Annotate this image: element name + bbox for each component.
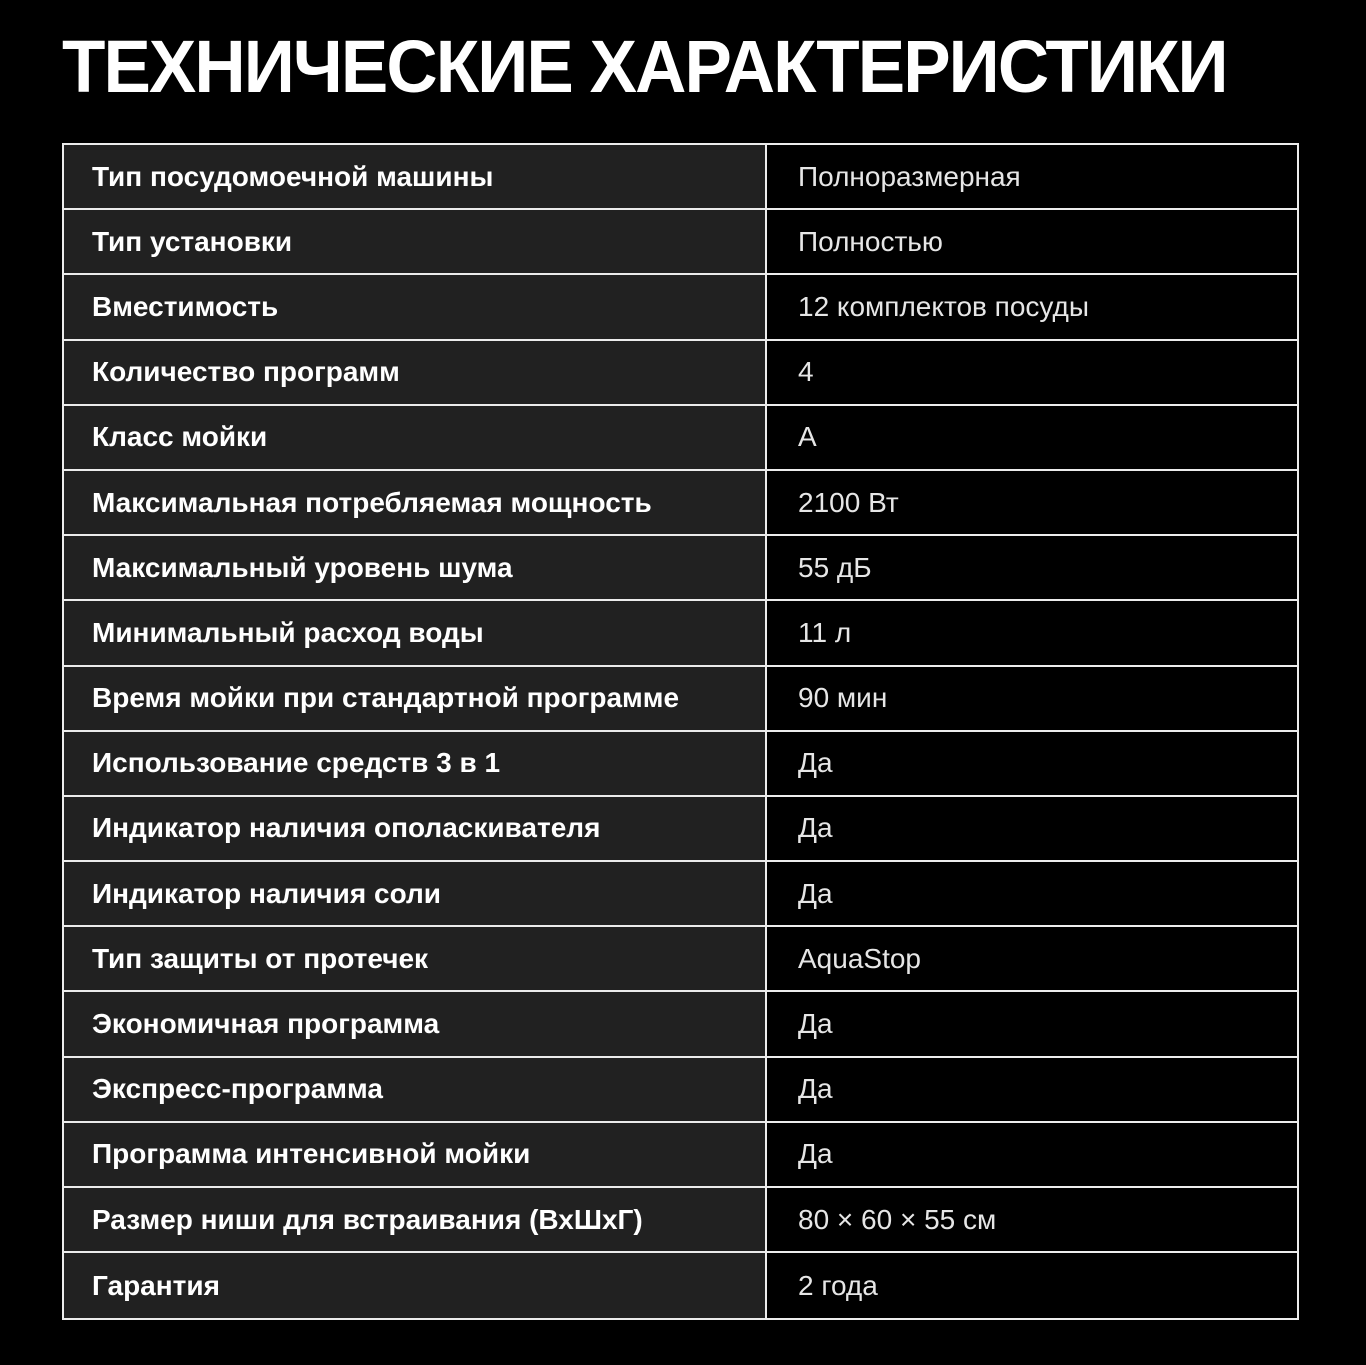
- spec-label: Время мойки при стандартной программе: [64, 667, 767, 730]
- spec-value: Да: [767, 992, 1297, 1055]
- spec-value: 90 мин: [767, 667, 1297, 730]
- spec-value: 80 × 60 × 55 см: [767, 1188, 1297, 1251]
- spec-label: Использование средств 3 в 1: [64, 732, 767, 795]
- table-row: [64, 406, 1297, 471]
- table-row: [64, 797, 1297, 862]
- spec-value: Да: [767, 797, 1297, 860]
- spec-label: Программа интенсивной мойки: [64, 1123, 767, 1186]
- table-row: [64, 1188, 1297, 1253]
- table-row: [64, 927, 1297, 992]
- spec-label: Тип защиты от протечек: [64, 927, 767, 990]
- spec-label: Гарантия: [64, 1253, 767, 1318]
- spec-label: Максимальная потребляемая мощность: [64, 471, 767, 534]
- spec-value: 2100 Вт: [767, 471, 1297, 534]
- spec-label: Количество программ: [64, 341, 767, 404]
- spec-value: 12 комплектов посуды: [767, 275, 1297, 338]
- spec-label: Вместимость: [64, 275, 767, 338]
- table-row: [64, 536, 1297, 601]
- spec-value: Да: [767, 732, 1297, 795]
- spec-table: [62, 143, 1299, 1320]
- spec-value: 2 года: [767, 1253, 1297, 1318]
- spec-label: Тип посудомоечной машины: [64, 145, 767, 208]
- spec-value: А: [767, 406, 1297, 469]
- table-row: [64, 145, 1297, 210]
- spec-value: Да: [767, 862, 1297, 925]
- table-row: [64, 1058, 1297, 1123]
- spec-label: Индикатор наличия ополаскивателя: [64, 797, 767, 860]
- table-row: [64, 1123, 1297, 1188]
- spec-label: Тип установки: [64, 210, 767, 273]
- table-row: [64, 471, 1297, 536]
- spec-value: Да: [767, 1058, 1297, 1121]
- spec-value: Полноразмерная: [767, 145, 1297, 208]
- spec-value: 4: [767, 341, 1297, 404]
- table-row: [64, 210, 1297, 275]
- table-row: [64, 275, 1297, 340]
- spec-value: 11 л: [767, 601, 1297, 664]
- spec-label: Экспресс-программа: [64, 1058, 767, 1121]
- spec-label: Экономичная программа: [64, 992, 767, 1055]
- table-row: [64, 992, 1297, 1057]
- spec-label: Максимальный уровень шума: [64, 536, 767, 599]
- spec-label: Размер ниши для встраивания (ВхШхГ): [64, 1188, 767, 1251]
- table-row: [64, 601, 1297, 666]
- page-title: ТЕХНИЧЕСКИЕ ХАРАКТЕРИСТИКИ: [62, 25, 1227, 108]
- spec-value: AquaStop: [767, 927, 1297, 990]
- spec-label: Класс мойки: [64, 406, 767, 469]
- spec-value: Полностью: [767, 210, 1297, 273]
- table-row: [64, 732, 1297, 797]
- spec-label: Минимальный расход воды: [64, 601, 767, 664]
- spec-label: Индикатор наличия соли: [64, 862, 767, 925]
- table-row: [64, 341, 1297, 406]
- table-row: [64, 862, 1297, 927]
- table-row: [64, 1253, 1297, 1318]
- spec-value: Да: [767, 1123, 1297, 1186]
- table-row: [64, 667, 1297, 732]
- spec-value: 55 дБ: [767, 536, 1297, 599]
